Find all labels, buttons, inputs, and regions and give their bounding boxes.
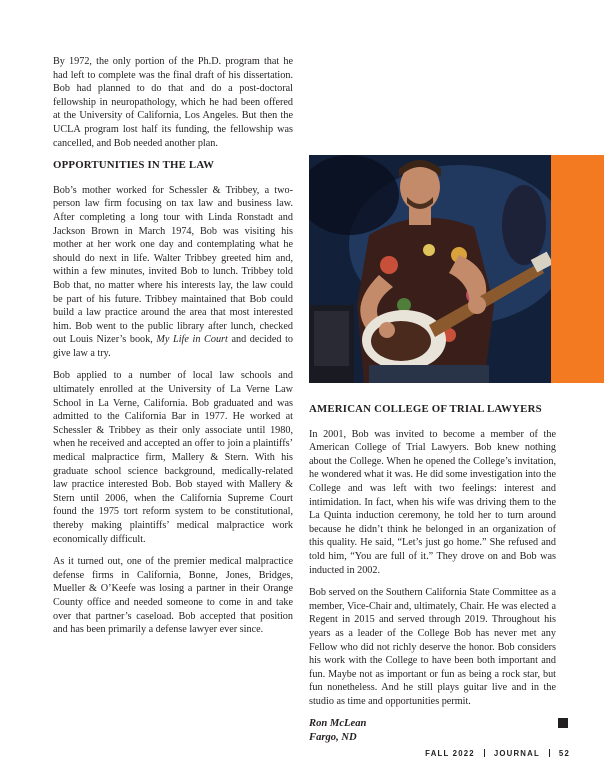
issue-label: FALL 2022	[425, 749, 475, 758]
paragraph: Bob applied to a number of local law schools and ultimately enrolled at the University of La Verne Law School in La Verne, California. Bob graduated and was admitted to the California Bar in 1977. He worked at Schessler & Tribbey as their only associate until 1980, when he received and accepted an offer to join a plaintiffs’ medical malpractice firm, Mallery & Stern. With his graduate school science background, medically-related law practice interested Bob. Bob stayed with Mallery & Stern until 2006, when the California Supreme Court found the 1975 tort reform system to be constitutional, thereby making plaintiffs’ medical malpractice work economically difficult.	[53, 370, 293, 545]
footer-divider	[549, 749, 550, 757]
author-name: Ron McLean	[309, 718, 367, 730]
paragraph: By 1972, the only portion of the Ph.D. program that he had left to complete was the final draft of his dissertation. Bob had planned to do that and do a post-doctoral fellowship in neuropathology, which he had been offered at the University of California, Los Angeles. But then the UCLA program lost half its funding, the fellowship was cancelled, and Bob needed another plan.	[53, 56, 293, 149]
paragraph: In 2001, Bob was invited to become a member of the American College of Trial Lawyers. Bob knew nothing about the College. When he opened the College’s invitation, he wondered what it was. He did some investigation into the College and was left with two feelings: interest and intimidation. In fact, when his wife was driving them to the La Quinta induction ceremony, he told her to turn around because he didn’t think he belonged in an organization of this quality. He said, “Let’s just go home.” She refused and told him, “You are full of it.” They drove on and Bob was inducted in 2002.	[309, 428, 556, 576]
guitarist-illustration	[309, 155, 551, 383]
section-heading: OPPORTUNITIES IN THE LAW	[53, 159, 215, 172]
book-title: My Life in Court	[156, 334, 228, 346]
page-footer	[425, 749, 570, 758]
orange-accent-tab	[551, 155, 604, 383]
section-heading: AMERICAN COLLEGE OF TRIAL LAWYERS	[309, 403, 542, 415]
footer-divider	[484, 749, 485, 757]
right-column	[309, 403, 556, 745]
paragraph: Bob served on the Southern California State Committee as a member, Vice-Chair and, ultimately, Chair. He was elected a Regent in 2015 and served through 2019. Throughout his years as a leader of the College Bob has never met any Fellow who did not richly deserve the honor. Bob considers his work with the College to have been both important and fun. Maybe not as important or fun as being a rock star, but fun nonetheless. And he still plays guitar live and in the studio as time and opportunities permit.	[309, 587, 556, 707]
paragraph	[53, 184, 293, 361]
paragraph: As it turned out, one of the premier medical malpractice defense firms in California, Bonne, Jones, Bridges, Mueller & O’Keefe was losing a partner in their Orange County office and needed someone to come in and take over that partner’s caseload. Bob accepted that position and has been primarily a defense lawyer ever since.	[53, 556, 293, 636]
byline	[309, 717, 556, 745]
page-number: 52	[558, 749, 570, 758]
paragraph-text: Bob’s mother worked for Schessler & Tribbey, a two-person law firm focusing on tax law and business law. After completing a long tour with Linda Ronstadt and Jackson Brown in March 1974, Bob was visiting his mother at her work one day and contemplating what he should do next in life. Walter Tribbey greeted him and, within a few minutes, invited Bob to lunch. Tribbey told Bob that, no matter where his interests lay, the law could be part of his future. Tribbey maintained that Bob could build a law practice around the area that most interested him. Bob went to the public library after lunch, checked out Louis Nizer’s book,	[53, 184, 293, 346]
publication-label: JOURNAL	[493, 749, 540, 758]
paragraph-text: and decided to give law a try.	[53, 334, 294, 359]
end-of-article-mark	[558, 718, 568, 728]
left-column	[53, 55, 293, 646]
author-location: Fargo, ND	[309, 732, 357, 744]
guitar-player-photo	[309, 155, 551, 383]
